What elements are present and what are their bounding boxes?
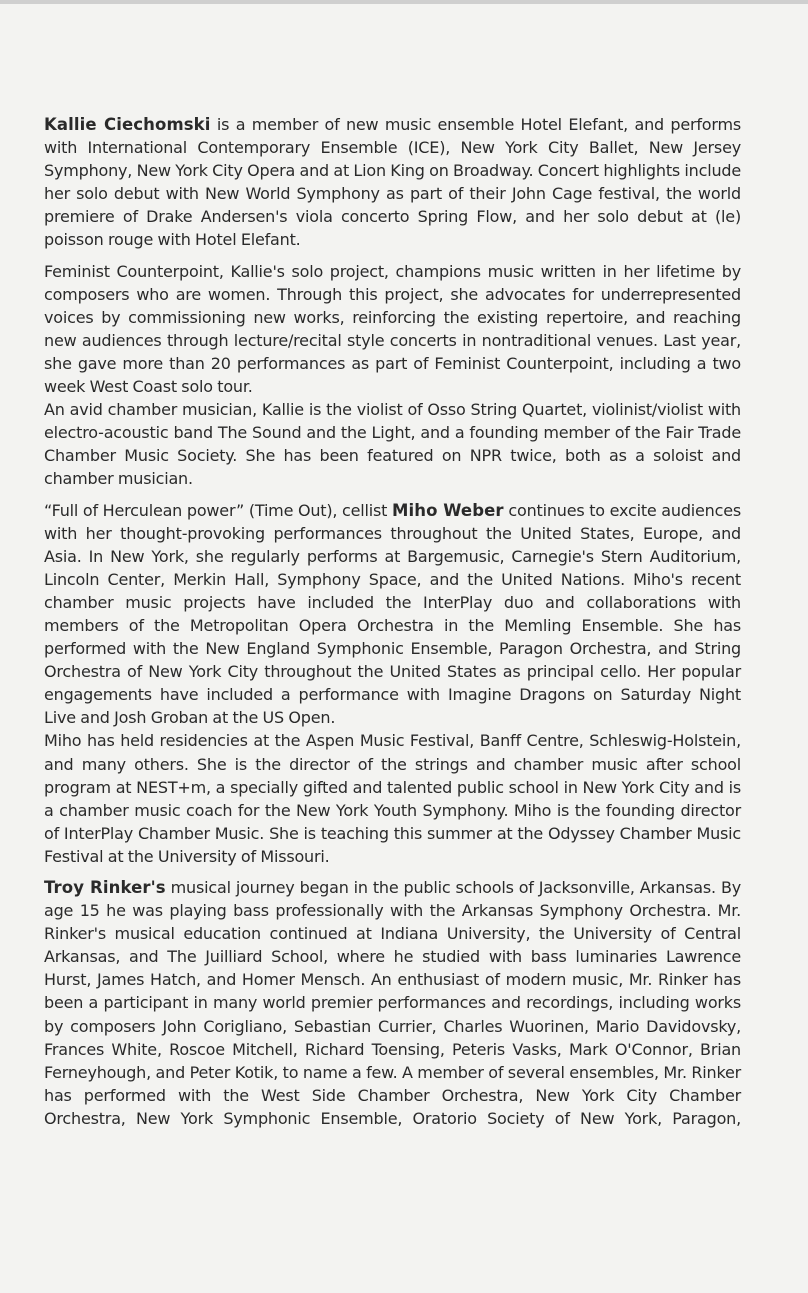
program-page — [44, 113, 741, 1130]
bio-ciechomski-paragraph-2: Feminist Counterpoint, Kallie's solo project, champions music written in her lifetime by composers who are women. Through this project, she advocates for underrepresented voices by commissioning new works, reinforcing the existing repertoire, and reaching new audiences through lecture/recital style concerts in nontraditional venues. Last year, she gave more than 20 performances as part of Feminist Counterpoint, including a two week West Coast solo tour. — [44, 261, 741, 397]
bio-weber-paragraph-2: Miho has held residencies at the Aspen Music Festival, Banff Centre, Schleswig-Holstein, and many others. She is the director of the strings and chamber music after school program at NEST+m, a specially gifted and talented public school in New York City and is a chamber music coach for the New York Youth Symphony. Miho is the founding director of InterPlay Chamber Music. She is teaching this summer at the Odyssey Chamber Music Festival at the University of Missouri. — [44, 731, 741, 866]
artist-name-rinker: Troy Rinker's — [44, 878, 166, 897]
bio-weber-paragraph-1: “Full of Herculean power” (Time Out), cellist Miho Weber continues to excite audiences with her thought-provoking performances throughout the United States, Europe, and Asia. In New York, she regularly performs at Bargemusic, Carnegie's Stern Auditorium, Lincoln Center, Merkin Hall, Symphony Space, and the United Nations. Miho's recent chamber music projects have included the InterPlay duo and collaborations with members of the Metropolitan Opera Orchestra in the Memling Ensemble. She has performed with the New England Symphonic Ensemble, Paragon Orchestra, and String Orchestra of New York City throughout the United States as principal cello. Her popular engagements have included a performance with Imagine Dragons on Saturday Night Live and Josh Groban at the US Open. — [44, 500, 741, 728]
artist-name-weber: Miho Weber — [391, 500, 504, 520]
artist-name-ciechomski: Kallie Ciechomski — [44, 115, 211, 134]
page-top-edge — [0, 0, 808, 4]
bio-rinker-paragraph-1: Troy Rinker's musical journey began in the public schools of Jacksonville, Arkansas. By age 15 he was playing bass professionally with the Arkansas Symphony Orchestra. Mr. Rinker's musical education continued at Indiana University, the University of Central Arkansas, and The Juilliard School, where he studied with bass luminaries Lawrence Hurst, James Hatch, and Homer Mensch. An enthusiast of modern music, Mr. Rinker has been a participant in many world premier performances and recordings, including works by composers John Corigliano, Sebastian Currier, Charles Wuorinen, Mario Davidovsky, Frances White, Roscoe Mitchell, Richard Toensing, Peteris Vasks, Mark O'Connor, Brian Ferneyhough, and Peter Kotik, to name a few. A member of several ensembles, Mr. Rinker has performed with the West Side Chamber Orchestra, New York City Chamber Orchestra, New York Symphonic Ensemble, Oratorio Society of New York, Paragon, — [44, 878, 741, 1128]
bio-ciechomski-paragraph-3: An avid chamber musician, Kallie is the violist of Osso String Quartet, violinist/violist with electro-acoustic band The Sound and the Light, and a founding member of the Fair Trade Chamber Music Society. She has been featured on NPR twice, both as a soloist and chamber musician. — [44, 400, 741, 489]
bio-ciechomski-paragraph-1: Kallie Ciechomski is a member of new music ensemble Hotel Elefant, and performs with International Contemporary Ensemble (ICE), New York City Ballet, New Jersey Symphony, New York City Opera and at Lion King on Broadway. Concert highlights include her solo debut with New World Symphony as part of their John Cage festival, the world premiere of Drake Andersen's viola concerto Spring Flow, and her solo debut at (le) poisson rouge with Hotel Elefant. — [44, 115, 742, 250]
